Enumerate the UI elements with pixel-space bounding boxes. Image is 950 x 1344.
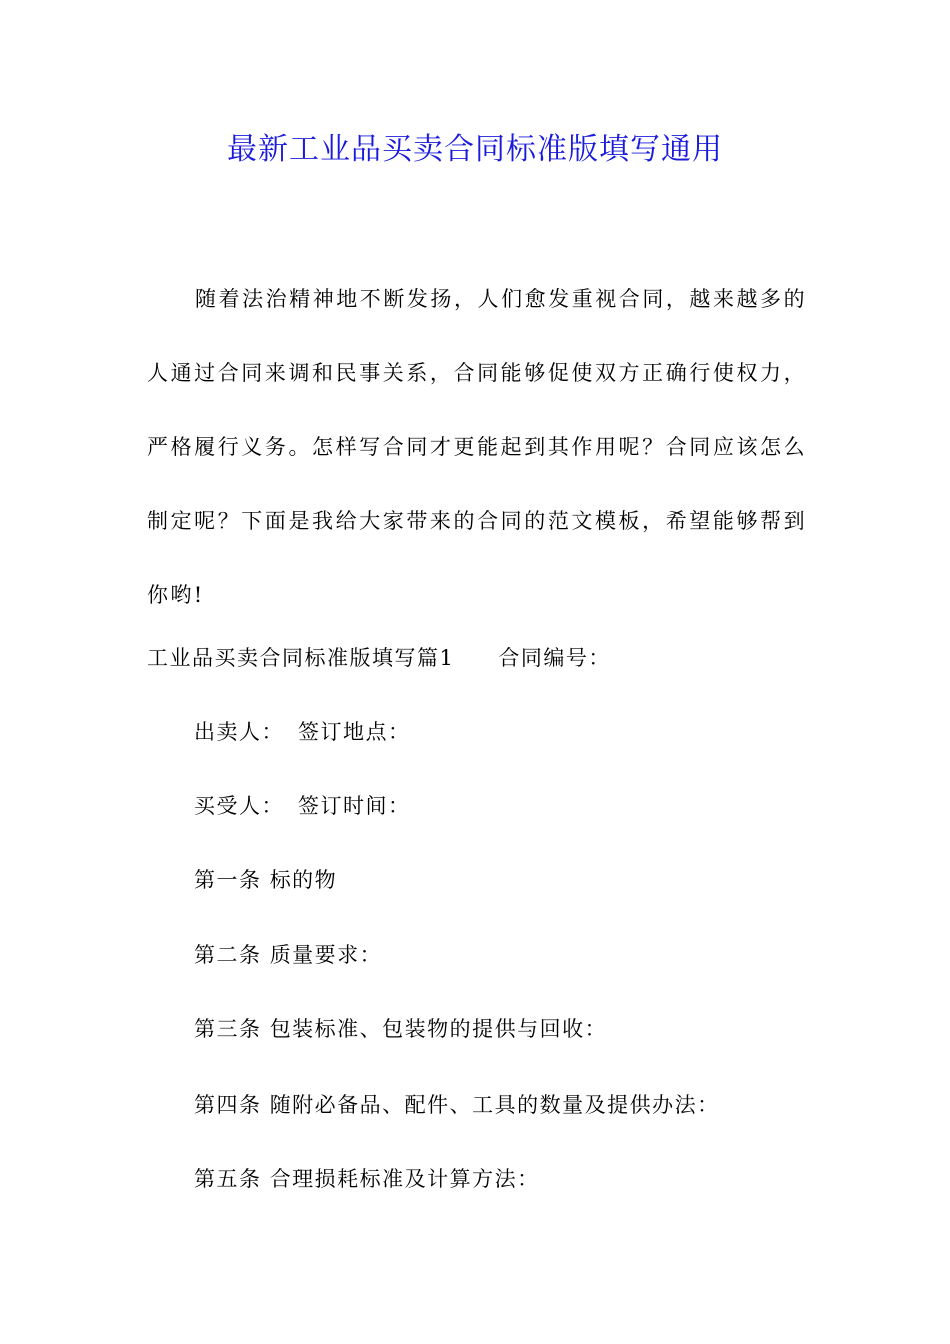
signing-time-label: 签订时间： xyxy=(298,794,411,818)
article-1 xyxy=(194,865,337,895)
article-text: 质量要求： xyxy=(269,943,383,967)
article-number: 第三条 xyxy=(194,1017,262,1041)
section-heading-line xyxy=(147,643,611,673)
article-number: 第四条 xyxy=(194,1093,262,1117)
article-3 xyxy=(194,1014,607,1044)
seller-label: 出卖人： xyxy=(194,720,284,744)
article-text: 标的物 xyxy=(269,868,338,892)
section-heading: 工业品买卖合同标准版填写篇1 xyxy=(147,646,455,670)
seller-line xyxy=(194,717,411,747)
article-2 xyxy=(194,940,382,970)
article-text: 随附必备品、配件、工具的数量及提供办法： xyxy=(269,1093,720,1117)
article-number: 第一条 xyxy=(194,868,262,892)
article-text: 合理损耗标准及计算方法： xyxy=(269,1167,540,1191)
intro-paragraph: 随着法治精神地不断发扬，人们愈发重视合同，越来越多的人通过合同来调和民事关系，合同能够促使双方正确行使权力，严格履行义务。怎样写合同才更能起到其作用呢？合同应该怎么制定呢？下面是我给大家带来的合同的范文模板，希望能够帮到你哟! xyxy=(147,287,807,607)
buyer-line xyxy=(194,791,411,821)
article-5 xyxy=(194,1164,540,1194)
contract-number-label: 合同编号： xyxy=(498,646,611,670)
buyer-label: 买受人： xyxy=(194,794,284,818)
article-number: 第五条 xyxy=(194,1167,262,1191)
article-number: 第二条 xyxy=(194,943,262,967)
article-4 xyxy=(194,1090,720,1120)
document-title: 最新工业品买卖合同标准版填写通用 xyxy=(227,132,723,167)
article-text: 包装标准、包装物的提供与回收： xyxy=(269,1017,608,1041)
signing-place-label: 签订地点： xyxy=(298,720,411,744)
